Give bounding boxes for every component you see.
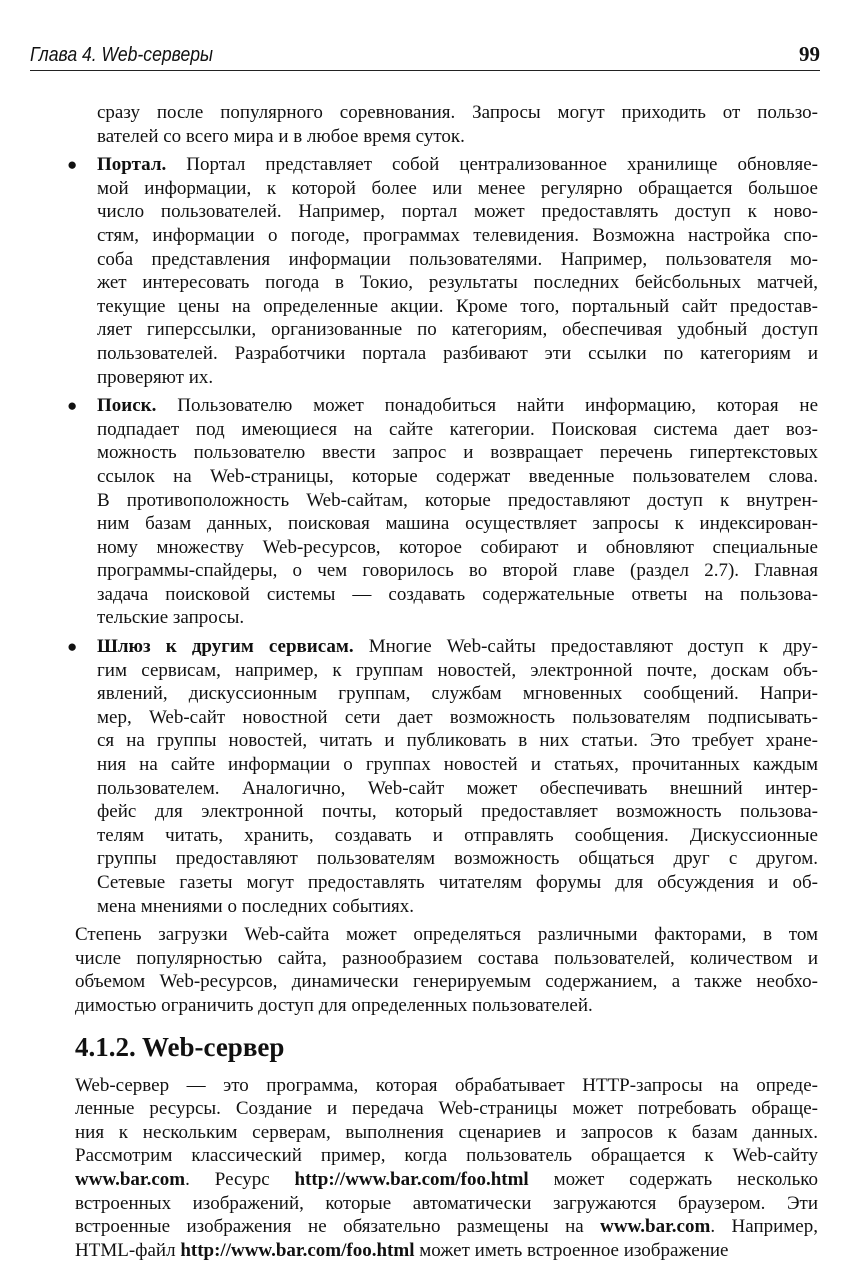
bullet-icon: ● <box>67 155 78 175</box>
text: Многие Web-сайты предоставляют доступ к дру- <box>368 636 818 658</box>
text-line: программы-спайдеры, о чем говорилось во второй главе (раздел 2.7). Главная <box>97 560 818 582</box>
bullet-term: Портал. <box>97 154 167 176</box>
text-line: фейс для электронной почты, который предоставляет возможность пользова- <box>97 801 818 823</box>
text: . Например, <box>710 1216 818 1238</box>
text-line: проверяют их. <box>97 366 214 388</box>
text-line: Web-сервер — это программа, которая обрабатывает HTTP-запросы на опреде- <box>75 1074 818 1096</box>
text-line: стям, информации о погоде, программах телевидения. Возможна настройка спо- <box>97 224 818 246</box>
text-line: ним базам данных, поисковая машина осуществляет запросы к индексирован- <box>97 513 818 535</box>
text-line: Сетевые газеты могут предоставлять читателям форумы для обсуждения и об- <box>97 872 818 893</box>
running-header <box>30 42 820 71</box>
text: HTML-файл <box>75 1239 181 1261</box>
bullet-icon: ● <box>67 637 78 657</box>
url: http://www.bar.com/foo.html <box>180 1239 415 1261</box>
bullet-search <box>67 394 818 630</box>
text-line: ленные ресурсы. Создание и передача Web-страницы может потребовать обраще- <box>75 1098 818 1120</box>
text-line: ния на сайте информации о группах новостей и статьях, прочитанных каждым <box>97 754 818 776</box>
url: www.bar.com <box>600 1216 711 1238</box>
text-line: сразу после популярного соревнования. Запросы могут приходить от пользо- <box>97 102 818 123</box>
text-line: ния к нескольким серверам, выполнения сценариев и запросов к базам данных. <box>75 1121 818 1143</box>
text-line <box>97 153 818 177</box>
intro-paragraph <box>97 101 818 148</box>
load-paragraph <box>75 923 818 1017</box>
text-line: пользователей. Разработчики портала разбивают эти ссылки по категориям и <box>97 342 818 364</box>
text-line <box>97 394 818 418</box>
text-line: группы предоставляют пользователям возможность общаться друг с другом. <box>97 848 818 870</box>
text-line: объемом Web-ресурсов, динамически генерируемым содержанием, а также необхо- <box>75 971 818 993</box>
text-line: жет интересовать погода в Токио, результаты последних бейсбольных матчей, <box>97 272 818 294</box>
page-number: 99 <box>799 42 820 66</box>
web-server-paragraph <box>75 1074 818 1263</box>
text-line: ся на группы новостей, читать и публиковать в них статьи. Это требует хране- <box>97 730 818 752</box>
text-line: мер, Web-сайт новостной сети дает возможность пользователям подписывать- <box>97 706 818 728</box>
text-line: числе популярностью сайта, разнообразием состава пользователей, количеством и <box>75 947 818 969</box>
chapter-title: Глава 4. Web-серверы <box>30 44 213 66</box>
text-line: Степень загрузки Web-сайта может определяться различными факторами, в том <box>75 924 818 946</box>
bullet-gateway <box>67 635 818 918</box>
text-line: соба представления информации пользователями. Например, пользователя мо- <box>97 248 818 270</box>
section-heading: 4.1.2. Web-сервер <box>75 1031 285 1062</box>
bullet-term: Поиск. <box>97 395 157 417</box>
text: . Ресурс <box>185 1168 295 1190</box>
text-line: задача поисковой системы — создавать содержательные ответы на пользова- <box>97 583 818 605</box>
text-line: текущие цены на определенные акции. Кроме того, портальный сайт предостав- <box>97 295 818 317</box>
page-body <box>0 101 860 1267</box>
bullet-icon: ● <box>67 396 78 416</box>
text-line: Рассмотрим классический пример, когда пользователь обращается к Web-сайту <box>75 1145 818 1167</box>
text-line: встроенных изображений, которые автоматически загружаются браузером. Эти <box>75 1192 818 1214</box>
text-line: ляет гиперссылки, организованные по категориям, обеспечивая удобный доступ <box>97 319 818 341</box>
text: Портал представляет собой централизованное хранилище обновляе- <box>186 154 818 176</box>
text-line: число пользователей. Например, портал может предоставлять доступ к ново- <box>97 201 818 223</box>
text-line <box>75 1239 818 1263</box>
text-line: ному множеству Web-ресурсов, которое собирают и обновляют специальные <box>97 536 818 558</box>
text-line: гим сервисам, например, к группам новостей, электронной почте, доскам объ- <box>97 659 818 681</box>
text: Пользователю может понадобиться найти информацию, которая не <box>177 395 818 417</box>
bullet-term: Шлюз к другим сервисам. <box>97 636 354 658</box>
text-line: мена мнениями о последних событиях. <box>97 895 415 917</box>
text-line: явлений, дискуссионным группам, службам мгновенных сообщений. Напри- <box>97 683 818 705</box>
text-line: тельские запросы. <box>97 607 245 629</box>
text: может иметь встроенное изображение <box>414 1239 729 1261</box>
text-line: вателей со всего мира и в любое время суток. <box>97 125 465 147</box>
text-line <box>97 635 818 659</box>
text-line: подпадает под имеющиеся на сайте категории. Поисковая система дает воз- <box>97 418 818 440</box>
text-line: можность пользователю ввести запрос и возвращает перечень гипертекстовых <box>97 442 818 464</box>
bullet-portal <box>67 153 818 389</box>
text: встроенные изображения не обязательно размещены на <box>75 1216 601 1238</box>
text-line: телям читать, хранить, создавать и отправлять сообщения. Дискуссионные <box>97 824 818 846</box>
text: может содержать несколько <box>528 1168 818 1190</box>
text-line: димостью ограничить доступ для определенных пользователей. <box>75 994 593 1016</box>
text-line: пользователем. Аналогично, Web-сайт может обеспечивать внешний интер- <box>97 777 818 799</box>
url: www.bar.com <box>75 1168 186 1190</box>
text-line <box>75 1215 818 1239</box>
text-line <box>75 1168 818 1192</box>
text-line: ссылок на Web-страницы, которые содержат введенные пользователем слова. <box>97 465 818 487</box>
text-line: мой информации, к которой более или менее регулярно обращается большое <box>97 177 818 199</box>
url: http://www.bar.com/foo.html <box>294 1168 529 1190</box>
text-line: В противоположность Web-сайтам, которые предоставляют доступ к внутрен- <box>97 489 818 511</box>
